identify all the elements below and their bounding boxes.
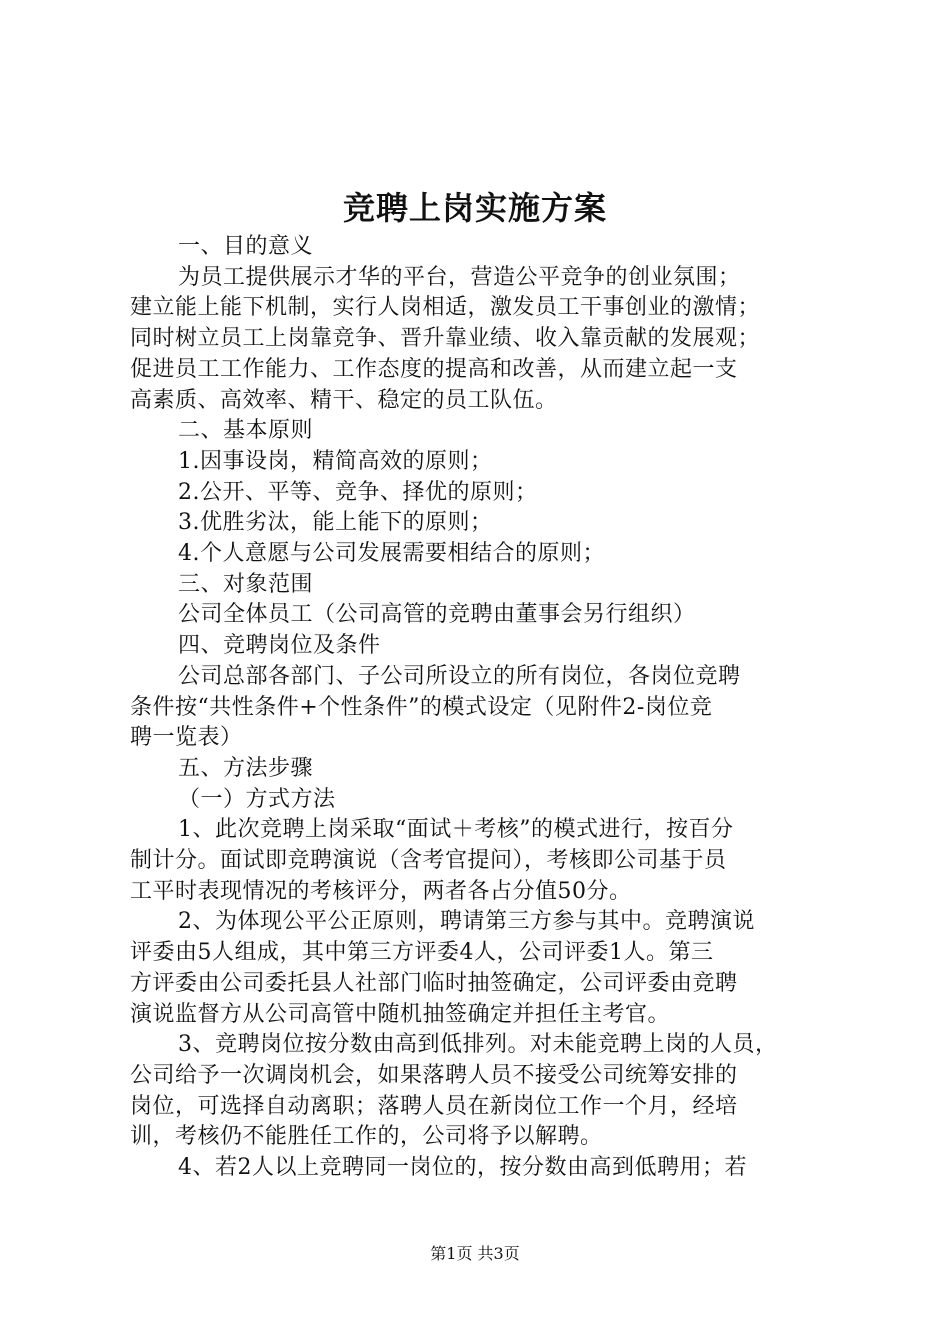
body-line: 3.优胜劣汰，能上能下的原则； [178,510,493,536]
body-line: 聘一览表） [130,725,243,751]
body-line: 高素质、高效率、精干、稳定的员工队伍。 [130,387,558,413]
page-footer: 第1页 共3页 [430,1244,520,1263]
body-line: 三、对象范围 [178,571,314,597]
body-line: 公司总部各部门、子公司所设立的所有岗位，各岗位竞聘 [178,663,741,689]
body-line: 为员工提供展示才华的平台，营造公平竞争的创业氛围； [178,264,741,290]
body-line: 4.个人意愿与公司发展需要相结合的原则； [178,541,605,567]
body-line: 岗位，可选择自动离职；落聘人员在新岗位工作一个月，经培 [130,1093,738,1119]
body-line: 建立能上能下机制，实行人岗相适，激发员工干事创业的激情； [130,295,761,321]
body-line: 演说监督方从公司高管中随机抽签确定并担任主考官。 [130,1001,671,1027]
body-line: 评委由5人组成，其中第三方评委4人，公司评委1人。第三 [130,940,714,966]
document-body [130,232,830,1184]
body-line: 1、此次竞聘上岗采取“面试＋考核”的模式进行，按百分 [178,817,734,843]
body-line: 四、竞聘岗位及条件 [178,633,381,659]
body-line: 公司全体员工（公司高管的竞聘由董事会另行组织） [178,602,696,628]
body-line: 3、竞聘岗位按分数由高到低排列。对未能竞聘上岗的人员， [178,1032,778,1058]
body-line: 2.公开、平等、竞争、择优的原则； [178,479,538,505]
body-line: 2、为体现公平公正原则，聘请第三方参与其中。竞聘演说 [178,909,755,935]
body-line: 五、方法步骤 [178,755,314,781]
body-line: 方评委由公司委托县人社部门临时抽签确定，公司评委由竞聘 [130,970,738,996]
body-line: 4、若2人以上竞聘同一岗位的，按分数由高到低聘用；若 [178,1155,747,1181]
body-line: 促进员工工作能力、工作态度的提高和改善，从而建立起一支 [130,356,738,382]
body-line: 一、目的意义 [178,234,314,259]
body-line: 工平时表现情况的考核评分，两者各占分值50分。 [130,878,632,904]
body-line: 训，考核仍不能胜任工作的，公司将予以解聘。 [130,1124,603,1150]
body-line: （一）方式方法 [178,786,336,812]
body-line: 1.因事设岗，精简高效的原则； [178,448,493,474]
body-line: 同时树立员工上岗靠竞争、晋升靠业绩、收入靠贡献的发展观； [130,326,761,352]
body-line: 条件按“共性条件+个性条件”的模式设定（见附件2-岗位竞 [130,694,713,720]
body-line: 公司给予一次调岗机会，如果落聘人员不接受公司统筹安排的 [130,1062,738,1088]
document-title: 竞聘上岗实施方案 [342,189,607,227]
body-line: 二、基本原则 [178,418,314,444]
body-line: 制计分。面试即竞聘演说（含考官提问），考核即公司基于员 [130,848,727,874]
